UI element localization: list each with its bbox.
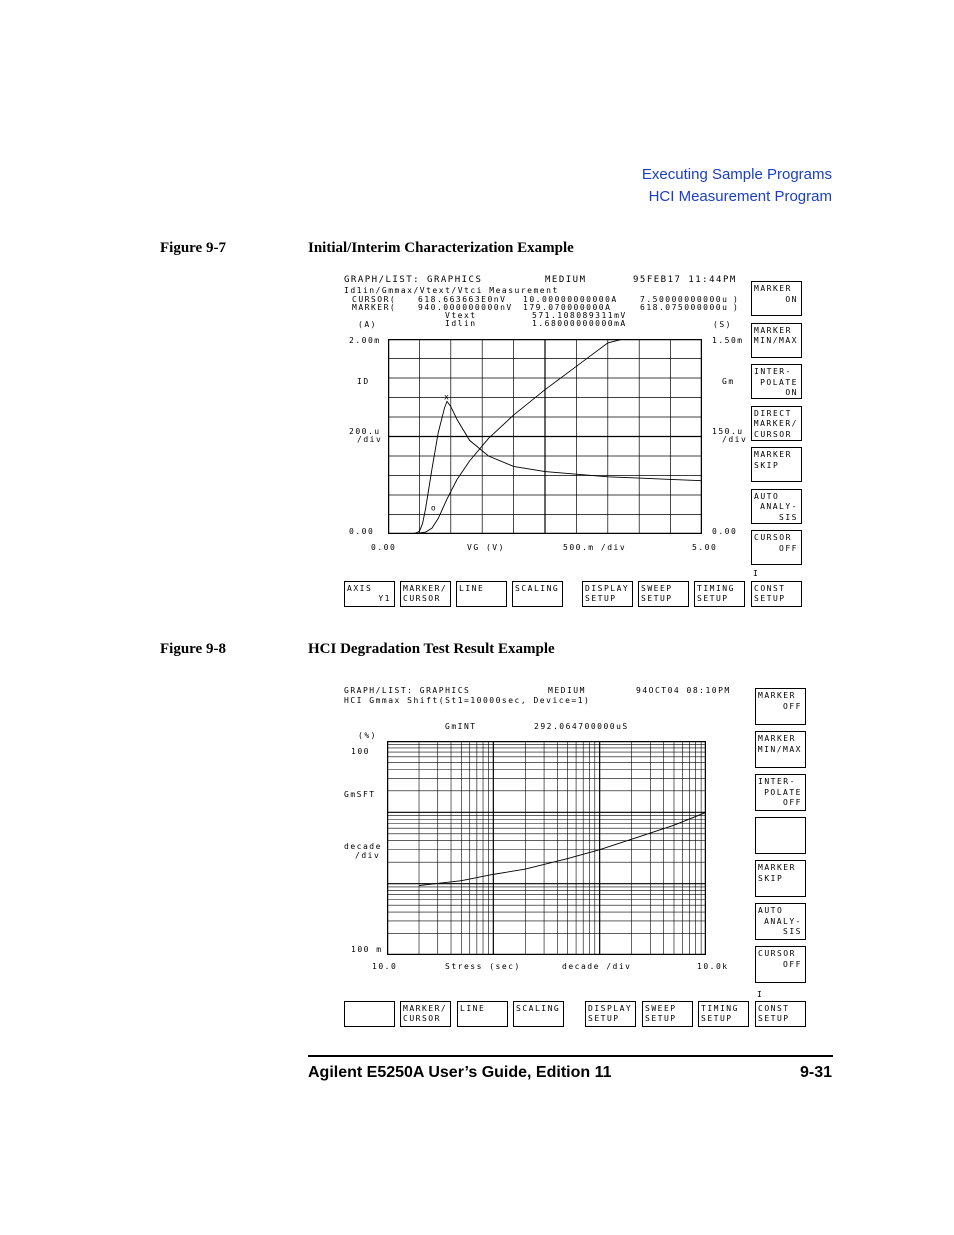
fig2-softkey-bottom-4[interactable] <box>513 1001 564 1027</box>
fig1-i-mark: I <box>753 569 760 578</box>
fig1-softkey-right-3[interactable] <box>751 364 802 399</box>
fig2-softkey-label: SETUP <box>588 1014 620 1023</box>
fig1-marker-symbol: x <box>444 392 449 402</box>
fig1-softkey-label: DIRECT <box>754 408 792 418</box>
fig2-softkey-right-1[interactable] <box>755 688 806 725</box>
fig2-softkey-label: SETUP <box>758 1014 790 1023</box>
fig2-measurement: HCI Gmmax Shift(St1=10000sec, Device=1) <box>344 696 591 705</box>
fig2-softkey-label: DISPLAY <box>588 1004 633 1013</box>
fig1-softkey-label: MARKER <box>754 450 792 459</box>
fig2-resolution: MEDIUM <box>548 686 586 695</box>
fig2-softkey-label: AUTO <box>758 906 784 915</box>
fig2-x-left: 10.0 <box>372 962 398 971</box>
fig1-softkey-label: AXIS <box>347 584 373 593</box>
fig1-softkey-label: MARKER/ <box>403 584 448 593</box>
fig1-softkey-label: DISPLAY <box>585 584 630 593</box>
fig1-y2-top: 1.50m <box>712 336 744 345</box>
fig2-softkey-label: SCALING <box>516 1004 561 1013</box>
running-header-section: HCI Measurement Program <box>648 188 832 205</box>
fig1-softkey-label: ON <box>785 294 798 304</box>
fig1-softkey-bottom-7[interactable] <box>694 581 745 607</box>
figure-1-title: Initial/Interim Characterization Example <box>308 240 574 256</box>
fig1-softkey-label: CURSOR <box>403 594 441 603</box>
fig1-y2-unit: (S) <box>713 320 732 329</box>
fig1-resolution: MEDIUM <box>545 275 587 285</box>
fig2-softkey-label: CONST <box>758 1004 790 1013</box>
footer-page-number: 9-31 <box>799 1064 832 1081</box>
fig2-softkey-right-6[interactable] <box>755 903 806 940</box>
fig2-softkey-label: OFF <box>783 798 802 807</box>
figure-2-title: HCI Degradation Test Result Example <box>308 641 555 657</box>
fig1-softkey-label: ANALY- <box>760 502 798 511</box>
fig2-softkey-label: OFF <box>783 701 802 711</box>
fig1-softkey-label: SCALING <box>515 584 560 593</box>
fig2-softkey-label: LINE <box>460 1004 486 1013</box>
fig2-softkey-label: MIN/MAX <box>757 744 802 754</box>
fig1-softkey-label: OFF <box>779 543 798 553</box>
fig1-datetime: 95FEB17 11:44PM <box>633 275 737 285</box>
fig1-vtext-value: 571.108089311mV <box>532 311 627 320</box>
fig1-softkey-label: SETUP <box>697 594 729 603</box>
fig1-softkey-label: ON <box>785 388 798 397</box>
fig1-softkey-label: Y1 <box>378 594 391 603</box>
figure-1-label: Figure 9-7 <box>160 240 226 256</box>
fig2-x-right: 10.0k <box>697 962 729 971</box>
fig1-softkey-label: TIMING <box>697 584 735 593</box>
fig1-softkey-label: SIS <box>779 512 798 522</box>
fig2-softkey-label: TIMING <box>701 1004 739 1013</box>
fig1-softkey-label: MARKER <box>754 284 792 293</box>
fig2-i-mark: I <box>757 990 764 999</box>
fig2-y-unit: (%) <box>358 731 377 740</box>
fig2-softkey-label: OFF <box>783 959 802 969</box>
fig2-y-div: decade <box>344 842 382 851</box>
fig1-series-gm-line <box>388 401 702 534</box>
fig2-plot-frame <box>388 742 706 955</box>
fig2-softkey-bottom-6[interactable] <box>642 1001 693 1027</box>
fig1-marker-y1: 179.070000000A <box>523 303 612 312</box>
fig1-measurement: Id1in/Gmmax/Vtext/Vtci Measurement <box>344 286 559 295</box>
fig1-y2-name: Gm <box>722 377 735 386</box>
fig1-softkey-label: LINE <box>459 584 485 593</box>
fig1-softkey-label: MARKER/ <box>753 419 798 428</box>
fig2-gmint-label: GmINT <box>445 722 477 731</box>
fig1-softkey-label: SETUP <box>585 594 617 603</box>
fig2-softkey-right-2[interactable] <box>755 731 806 768</box>
fig2-softkey-label: SETUP <box>645 1014 677 1023</box>
fig2-softkey-bottom-3[interactable] <box>457 1001 508 1027</box>
fig2-softkey-label: SIS <box>783 927 802 936</box>
fig2-softkey-label: SWEEP <box>645 1004 677 1013</box>
fig1-softkey-right-5[interactable] <box>751 447 802 482</box>
fig2-softkey-bottom-7[interactable] <box>698 1001 749 1027</box>
fig2-datetime: 94OCT04 08:10PM <box>636 686 731 695</box>
fig1-softkey-right-6[interactable] <box>751 489 802 524</box>
fig1-softkey-bottom-5[interactable] <box>582 581 633 607</box>
fig1-marker-y2: 618.075000000u <box>640 303 729 312</box>
fig1-x-left: 0.00 <box>371 543 397 552</box>
fig1-cursor-y2: 7.50000000000u <box>640 295 729 304</box>
fig1-x-div: 500.m /div <box>563 543 627 552</box>
fig2-y-bottom: 100 m <box>351 945 383 954</box>
footer-rule <box>308 1055 833 1057</box>
fig1-softkey-label: MARKER <box>754 325 792 335</box>
fig1-y1-div: 200.u <box>349 427 381 436</box>
fig1-y2-div-unit: /div <box>722 435 748 444</box>
fig1-softkey-bottom-3[interactable] <box>456 581 507 607</box>
fig2-softkey-label: MARKER <box>758 734 796 743</box>
fig1-y1-unit: (A) <box>358 320 377 329</box>
fig1-softkey-label: POLATE <box>760 377 798 387</box>
fig1-softkey-bottom-2[interactable] <box>400 581 451 607</box>
footer-title: Agilent E5250A User’s Guide, Edition 11 <box>308 1064 612 1081</box>
fig1-plot-frame <box>389 340 702 534</box>
fig1-softkey-bottom-6[interactable] <box>638 581 689 607</box>
fig1-cursor-close: ) <box>733 295 740 304</box>
fig2-softkey-label: CURSOR <box>758 949 796 958</box>
fig1-softkey-label: CURSOR <box>754 533 792 542</box>
fig2-softkey-bottom-1[interactable] <box>344 1001 395 1027</box>
fig2-softkey-right-7[interactable] <box>755 946 806 983</box>
fig1-softkey-right-2[interactable] <box>751 323 802 358</box>
fig2-softkey-label: MARKER/ <box>403 1004 448 1013</box>
fig1-x-right: 5.00 <box>692 543 718 552</box>
fig1-mode: GRAPH/LIST: GRAPHICS <box>344 275 483 285</box>
fig1-y1-div-unit: /div <box>357 435 383 444</box>
fig2-softkey-label: CURSOR <box>403 1014 441 1023</box>
figure-2-label: Figure 9-8 <box>160 641 226 657</box>
fig1-cursor-y1: 10.00000000000A <box>523 295 618 304</box>
fig2-softkey-bottom-8[interactable] <box>755 1001 806 1027</box>
fig1-y2-div: 150.u <box>712 427 744 436</box>
fig2-softkey-right-4[interactable] <box>755 817 806 854</box>
fig1-softkey-label: SWEEP <box>641 584 673 593</box>
fig1-softkey-bottom-4[interactable] <box>512 581 563 607</box>
fig1-marker-x: 940.000000000nV <box>418 303 513 312</box>
fig2-y-name: GmSFT <box>344 790 376 799</box>
fig1-cursor-x: 618.663663E0nV <box>418 295 507 304</box>
fig1-y1-top: 2.00m <box>349 336 381 345</box>
fig2-softkey-label: ANALY- <box>764 916 802 926</box>
fig1-softkey-label: AUTO <box>754 491 780 501</box>
fig1-plot <box>388 339 702 534</box>
fig2-softkey-bottom-5[interactable] <box>585 1001 636 1027</box>
fig2-softkey-label: MARKER <box>758 691 796 700</box>
fig1-softkey-bottom-8[interactable] <box>751 581 802 607</box>
fig1-x-name: VG (V) <box>467 543 505 552</box>
fig2-gmint-value: 292.064700000uS <box>534 722 629 731</box>
fig1-cursor-symbol: o <box>430 503 436 513</box>
fig1-softkey-label: SETUP <box>754 594 786 603</box>
fig2-mode: GRAPH/LIST: GRAPHICS <box>344 686 471 695</box>
fig1-idlin-value: 1.68000000000mA <box>532 319 627 328</box>
fig1-y1-bottom: 0.00 <box>349 527 375 536</box>
fig2-softkey-label: POLATE <box>764 787 802 797</box>
fig2-softkey-label: SKIP <box>758 873 784 883</box>
fig1-softkey-label: CONST <box>754 584 786 593</box>
fig2-softkey-label: SETUP <box>701 1014 733 1023</box>
fig1-softkey-label: CURSOR <box>754 429 792 439</box>
fig2-plot <box>387 741 706 955</box>
fig1-marker-close: ) <box>733 303 740 312</box>
fig2-x-div: decade /div <box>562 962 632 971</box>
fig1-softkey-label: MIN/MAX <box>753 336 798 345</box>
fig1-softkey-bottom-1[interactable] <box>344 581 395 607</box>
fig1-vtext-label: Vtext <box>445 311 477 320</box>
fig1-marker-label: MARKER( <box>352 303 397 312</box>
fig1-series-id-line <box>388 339 702 534</box>
fig1-cursor-label: CURSOR( <box>352 295 397 304</box>
fig2-softkey-right-5[interactable] <box>755 860 806 897</box>
fig2-softkey-right-3[interactable] <box>755 774 806 811</box>
fig2-y-top: 100 <box>351 747 370 756</box>
fig2-series-gmsft-line <box>419 812 706 885</box>
fig1-softkey-label: SETUP <box>641 594 673 603</box>
fig1-softkey-right-4[interactable] <box>751 406 802 441</box>
fig1-y1-name: ID <box>357 377 370 386</box>
fig2-softkey-bottom-2[interactable] <box>400 1001 451 1027</box>
fig1-softkey-label: SKIP <box>754 460 780 470</box>
fig1-softkey-right-1[interactable] <box>751 281 802 316</box>
fig2-x-name: Stress (sec) <box>445 962 521 971</box>
fig1-softkey-label: INTER- <box>754 367 792 376</box>
fig1-softkey-right-7[interactable] <box>751 530 802 565</box>
running-header-chapter: Executing Sample Programs <box>641 166 832 183</box>
fig2-softkey-label: MARKER <box>758 863 796 872</box>
fig2-y-div-unit: /div <box>355 851 381 860</box>
fig2-softkey-label: INTER- <box>758 777 796 786</box>
fig1-y2-bottom: 0.00 <box>712 527 738 536</box>
fig1-idlin-label: Idlin <box>445 319 477 328</box>
